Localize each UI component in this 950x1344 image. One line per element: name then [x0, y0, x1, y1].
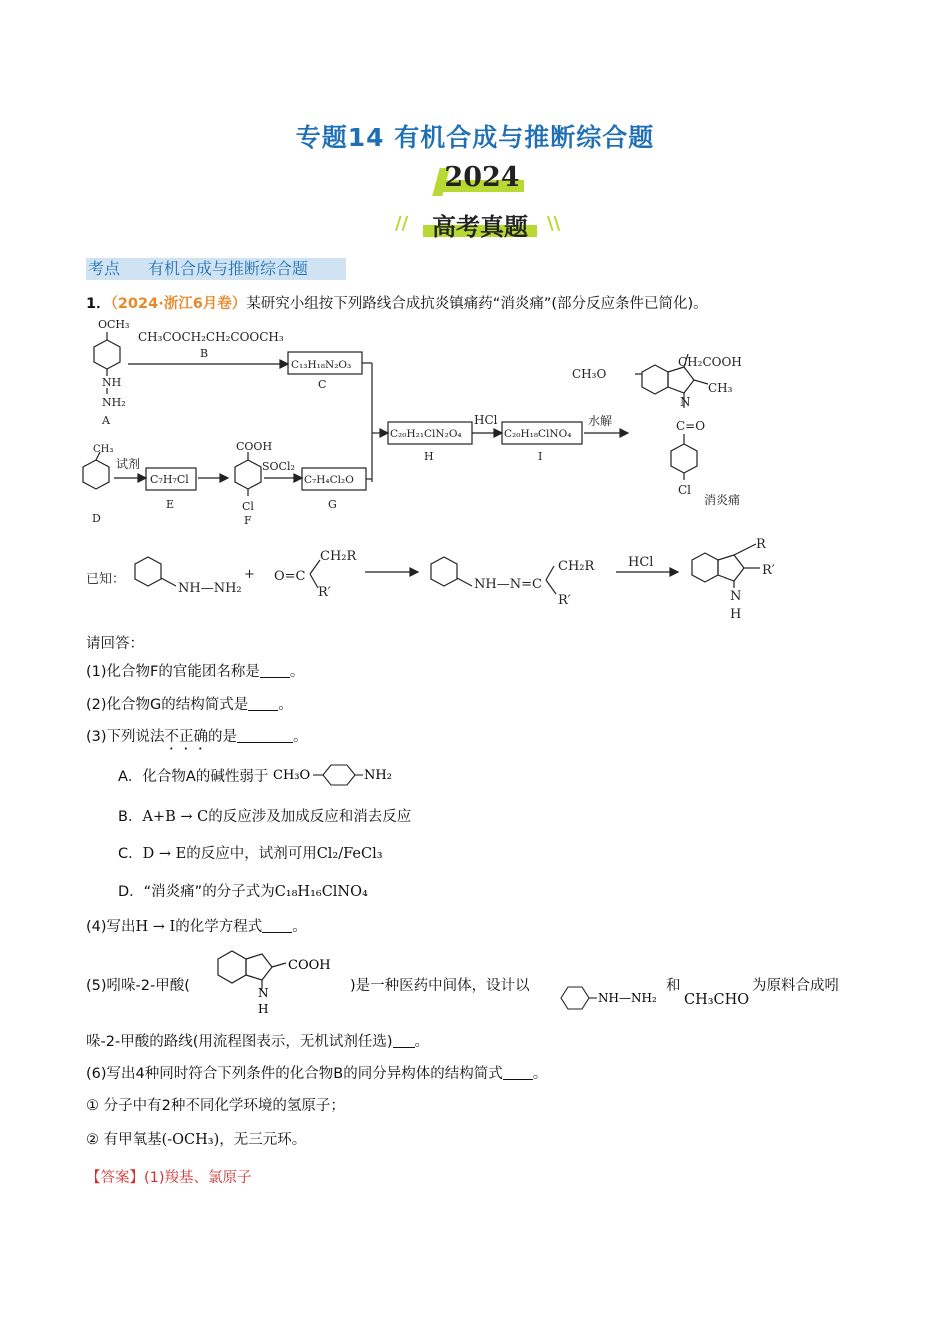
page-title: 专题14 有机合成与推断综合题 — [295, 123, 655, 152]
known-plus: + — [244, 567, 255, 582]
product-chlorophenyl-ring — [671, 444, 697, 473]
q1-line — [86, 660, 304, 681]
reagent-fg: SOCl₂ — [262, 460, 295, 473]
product-cl: Cl — [678, 483, 692, 497]
known-reaction — [80, 530, 860, 625]
q1-blank[interactable] — [260, 664, 290, 678]
a-sub: OCH₃ — [98, 318, 130, 331]
q2-blank[interactable] — [248, 697, 278, 711]
q6-blank[interactable] — [503, 1066, 533, 1080]
option-c-chem: D → E — [142, 846, 187, 862]
compound-a-ring — [94, 340, 120, 369]
synthesis-scheme — [80, 312, 860, 532]
option-d[interactable] — [118, 880, 368, 901]
a-nh2: NH₂ — [102, 396, 126, 409]
reagent-hydrolysis: 水解 — [588, 414, 613, 428]
q5-text-d: 哚-2-甲酸的路线(用流程图表示，无机试剂任选) — [86, 1034, 393, 1050]
e-formula: C₇H₇Cl — [150, 473, 189, 486]
q5-and: 和 — [666, 978, 681, 994]
q6-end: 。 — [532, 1066, 548, 1082]
c-label: C — [318, 378, 327, 391]
q5-h: H — [258, 1002, 269, 1016]
section-title: 有机合成与推断综合题 — [148, 259, 309, 278]
q1-end: 。 — [289, 664, 305, 680]
year-text: 2024 — [444, 162, 520, 193]
option-c[interactable] — [118, 842, 383, 863]
q1-text: (1)化合物F的官能团名称是 — [86, 664, 260, 680]
c-formula: C₁₃H₁₈N₂O₃ — [291, 359, 352, 371]
known-i-r: R′ — [558, 593, 571, 608]
question-number: 1． — [86, 296, 111, 312]
known-p-h: H — [730, 607, 742, 622]
product-n: N — [680, 395, 691, 409]
option-d-text: D．“消炎痛”的分子式为 — [118, 884, 275, 900]
g-formula: C₇H₄Cl₂O — [304, 474, 354, 486]
product-pyrrole-ring — [668, 367, 694, 393]
option-a-text: A．化合物A的碱性弱于 — [118, 769, 269, 785]
q3-line — [86, 725, 308, 753]
product-co: C=O — [676, 419, 706, 433]
q4-end: 。 — [292, 919, 307, 935]
a-label: A — [102, 414, 110, 427]
product-ch2cooh: CH₂COOH — [678, 355, 742, 369]
tag-slash-right: \\ — [547, 213, 561, 234]
i-label: I — [538, 450, 543, 463]
q5-reagent1: NH—NH₂ — [598, 991, 657, 1005]
product-ch3o: CH₃O — [572, 367, 607, 381]
q5-end: 。 — [414, 1034, 430, 1050]
product-ch3: CH₃ — [708, 381, 733, 395]
b-label: B — [200, 347, 209, 360]
prompt-line: 请回答： — [86, 636, 144, 652]
f-cooh: COOH — [236, 440, 273, 453]
answer-line — [86, 1166, 252, 1187]
question-text: 某研究小组按下列路线合成抗炎镇痛药“消炎痛”(部分反应条件已简化)。 — [246, 296, 708, 312]
option-c-label: C． — [118, 846, 143, 862]
i-formula: C₂₀H₁₈ClNO₄ — [504, 428, 572, 440]
option-a-nh2: NH₂ — [363, 768, 392, 783]
q3-text: (3)下列说法 — [86, 729, 165, 745]
q3-emphasis: 不正确 — [164, 729, 209, 745]
q3-blank[interactable] — [237, 729, 293, 743]
d-label: D — [92, 512, 101, 525]
known-i-ch2r: CH₂R — [558, 559, 595, 574]
q5-line2 — [86, 1030, 429, 1051]
option-d-formula: C₁₈H₁₆ClNO₄ — [274, 884, 368, 900]
q5-cooh: COOH — [288, 958, 331, 973]
tag-slash-left: // — [395, 213, 409, 234]
h-formula: C₂₀H₂₁ClN₂O₄ — [390, 428, 462, 440]
f-cl: Cl — [242, 500, 254, 513]
q5-reagent1-structure — [555, 984, 675, 1014]
q6-text: (6)写出4种同时符合下列条件的化合物B的同分异构体的结构简式 — [86, 1066, 503, 1082]
a-nh: NH — [102, 376, 122, 389]
reagent-de: 试剂 — [116, 457, 141, 471]
condition-1: ① 分子中有2种不同化学环境的氢原子； — [86, 1098, 345, 1114]
known-p-r: R — [756, 537, 766, 552]
f-label: F — [244, 514, 252, 527]
tag-banner — [395, 205, 565, 241]
answer-text: (1)羧基、氯原子 — [144, 1170, 252, 1186]
year-banner — [440, 160, 524, 200]
known-reagent: HCl — [628, 555, 654, 570]
q2-end: 。 — [278, 697, 293, 713]
known-r2-r: R′ — [318, 585, 331, 600]
q2-text: (2)化合物G的结构简式是 — [86, 697, 249, 713]
option-c-text: 的反应中，试剂可用 — [186, 846, 317, 862]
q5-n: N — [258, 986, 269, 1000]
option-b-chem: A+B → C — [142, 809, 209, 825]
compound-f-ring — [235, 460, 261, 489]
known-intermediate: NH—N=C — [474, 577, 542, 592]
tag-text: 高考真题 — [432, 213, 528, 241]
q2-line — [86, 693, 293, 714]
option-a-ch3o: CH₃O — [272, 768, 311, 783]
q4-blank[interactable] — [262, 919, 292, 933]
known-p-n: N — [730, 589, 742, 604]
q4-chem: H → I — [135, 919, 176, 935]
e-label: E — [166, 498, 175, 511]
q3-end: 。 — [293, 729, 308, 745]
question-stem — [86, 292, 708, 313]
q5-text-c: 为原料合成吲 — [752, 978, 839, 994]
q5-text-b: )是一种医药中间体，设计以 — [350, 978, 530, 994]
reagent-hi: HCl — [474, 413, 498, 427]
d-sub: CH₃ — [93, 444, 114, 455]
option-c-reagent: Cl₂/FeCl₃ — [316, 846, 383, 862]
reagent-b: CH₃COCH₂CH₂COOCH₃ — [138, 330, 284, 344]
g-label: G — [328, 498, 337, 511]
product-benzene-ring — [642, 365, 668, 394]
q5-text-a: (5)吲哚-2-甲酸( — [86, 978, 190, 994]
option-a-structure — [273, 763, 403, 787]
known-reactant1: NH—NH₂ — [178, 581, 242, 596]
condition-2-text: ② 有甲氧基 — [86, 1132, 162, 1148]
known-r2-ch2r: CH₂R — [320, 549, 357, 564]
q3-mid: 的是 — [208, 729, 238, 745]
q4-text: (4)写出 — [86, 919, 136, 935]
condition-2-end: ，无三元环。 — [219, 1132, 307, 1148]
condition-2-chem: (-OCH₃) — [161, 1132, 220, 1148]
option-a[interactable] — [118, 763, 403, 787]
q4-line — [86, 915, 307, 936]
q5-reagent2: CH₃CHO — [684, 992, 750, 1008]
answer-label: 【答案】 — [86, 1170, 144, 1186]
section-heading — [86, 258, 346, 280]
q4-text2: 的化学方程式 — [175, 919, 263, 935]
option-b-text: 的反应涉及加成反应和消去反应 — [208, 809, 412, 825]
q5-indole-structure — [200, 945, 350, 1017]
product-label: 消炎痛 — [704, 493, 741, 507]
q6-line — [86, 1062, 547, 1083]
compound-d-ring — [83, 460, 109, 489]
option-b-label: B． — [118, 809, 143, 825]
section-label: 考点 — [88, 259, 121, 278]
question-source: （2024·浙江6月卷） — [110, 296, 247, 312]
q5-blank[interactable] — [393, 1034, 415, 1048]
known-r2-oc: O=C — [274, 569, 306, 584]
h-label: H — [424, 450, 434, 463]
condition-2 — [86, 1128, 306, 1149]
option-b[interactable] — [118, 805, 411, 826]
known-p-r2: R′ — [762, 563, 775, 578]
known-label: 已知： — [86, 572, 126, 587]
